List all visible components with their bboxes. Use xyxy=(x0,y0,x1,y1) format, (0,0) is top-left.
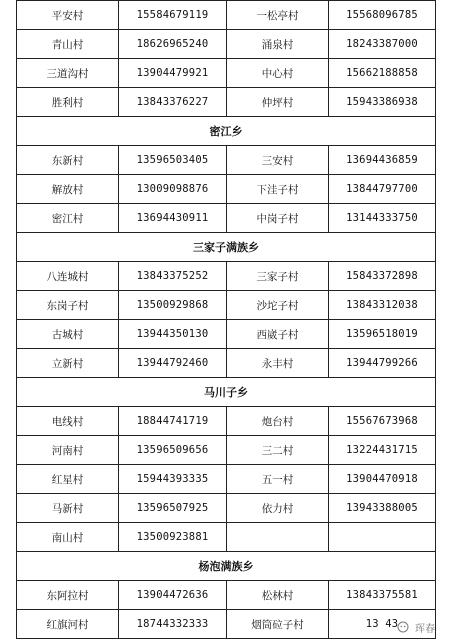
village-name: 红星村 xyxy=(17,465,119,494)
table-row xyxy=(17,581,436,610)
phone-number: 13904472636 xyxy=(119,581,227,610)
section-title: 马川子乡 xyxy=(17,378,436,407)
village-name: 炮台村 xyxy=(227,407,329,436)
village-name: 胜利村 xyxy=(17,88,119,117)
village-name: 仲坪村 xyxy=(227,88,329,117)
village-name: 松林村 xyxy=(227,581,329,610)
village-name: 依力村 xyxy=(227,494,329,523)
table-row xyxy=(17,88,436,117)
phone-number: 18844741719 xyxy=(119,407,227,436)
table-row xyxy=(17,59,436,88)
phone-number: 15943386938 xyxy=(329,88,436,117)
contact-table-body xyxy=(17,1,436,639)
phone-number: 13944792460 xyxy=(119,349,227,378)
phone-number: 13694430911 xyxy=(119,204,227,233)
table-row xyxy=(17,407,436,436)
table-row xyxy=(17,465,436,494)
table-row xyxy=(17,494,436,523)
phone-number: 13596509656 xyxy=(119,436,227,465)
phone-number: 13500929868 xyxy=(119,291,227,320)
table-row xyxy=(17,436,436,465)
table-row xyxy=(17,175,436,204)
phone-number: 15568096785 xyxy=(329,1,436,30)
section-header-row xyxy=(17,378,436,407)
village-name: 密江村 xyxy=(17,204,119,233)
table-row xyxy=(17,30,436,59)
table-row xyxy=(17,146,436,175)
phone-number: 15843372898 xyxy=(329,262,436,291)
village-name: 三安村 xyxy=(227,146,329,175)
table-row xyxy=(17,1,436,30)
phone-number xyxy=(329,523,436,552)
phone-number: 15662188858 xyxy=(329,59,436,88)
phone-number: 13843376227 xyxy=(119,88,227,117)
table-row xyxy=(17,610,436,639)
phone-number: 18626965240 xyxy=(119,30,227,59)
contact-table xyxy=(16,0,436,639)
section-header-row xyxy=(17,552,436,581)
section-header-row xyxy=(17,117,436,146)
phone-number: 15567673968 xyxy=(329,407,436,436)
phone-number: 13500923881 xyxy=(119,523,227,552)
phone-number: 13009098876 xyxy=(119,175,227,204)
village-name: 五一村 xyxy=(227,465,329,494)
section-title: 密江乡 xyxy=(17,117,436,146)
phone-number: 13904470918 xyxy=(329,465,436,494)
village-name xyxy=(227,523,329,552)
table-row xyxy=(17,523,436,552)
section-title: 杨泡满族乡 xyxy=(17,552,436,581)
phone-number: 13694436859 xyxy=(329,146,436,175)
phone-number: 13904479921 xyxy=(119,59,227,88)
table-row xyxy=(17,320,436,349)
phone-number: 13843312038 xyxy=(329,291,436,320)
section-header-row xyxy=(17,233,436,262)
phone-number: 15584679119 xyxy=(119,1,227,30)
wechat-icon xyxy=(397,621,411,635)
phone-number: 13944350130 xyxy=(119,320,227,349)
village-name: 电线村 xyxy=(17,407,119,436)
section-title: 三家子满族乡 xyxy=(17,233,436,262)
village-name: 八连城村 xyxy=(17,262,119,291)
village-name: 永丰村 xyxy=(227,349,329,378)
village-name: 平安村 xyxy=(17,1,119,30)
village-name: 河南村 xyxy=(17,436,119,465)
village-name: 东阿拉村 xyxy=(17,581,119,610)
table-row xyxy=(17,204,436,233)
phone-number: 13 43 xyxy=(329,610,436,639)
phone-number: 13943388005 xyxy=(329,494,436,523)
village-name: 古城村 xyxy=(17,320,119,349)
table-row xyxy=(17,262,436,291)
village-name: 西崴子村 xyxy=(227,320,329,349)
village-name: 东岗子村 xyxy=(17,291,119,320)
phone-number: 13596518019 xyxy=(329,320,436,349)
village-name: 解放村 xyxy=(17,175,119,204)
phone-number: 13843375581 xyxy=(329,581,436,610)
village-name: 南山村 xyxy=(17,523,119,552)
phone-number: 13596503405 xyxy=(119,146,227,175)
watermark xyxy=(397,620,435,635)
village-name: 东新村 xyxy=(17,146,119,175)
village-name: 红旗河村 xyxy=(17,610,119,639)
phone-number: 15944393335 xyxy=(119,465,227,494)
village-name: 青山村 xyxy=(17,30,119,59)
phone-number: 18744332333 xyxy=(119,610,227,639)
phone-number: 18243387000 xyxy=(329,30,436,59)
village-name: 涌泉村 xyxy=(227,30,329,59)
phone-number: 13944799266 xyxy=(329,349,436,378)
village-name: 沙坨子村 xyxy=(227,291,329,320)
table-row xyxy=(17,349,436,378)
table-row xyxy=(17,291,436,320)
village-name: 下洼子村 xyxy=(227,175,329,204)
phone-number: 13596507925 xyxy=(119,494,227,523)
village-name: 一松亭村 xyxy=(227,1,329,30)
village-name: 马新村 xyxy=(17,494,119,523)
village-name: 立新村 xyxy=(17,349,119,378)
village-name: 三家子村 xyxy=(227,262,329,291)
watermark-text: 珲春 xyxy=(415,624,435,635)
phone-number: 13843375252 xyxy=(119,262,227,291)
village-name: 三二村 xyxy=(227,436,329,465)
village-name: 三道沟村 xyxy=(17,59,119,88)
village-name: 中心村 xyxy=(227,59,329,88)
village-name: 烟筒砬子村 xyxy=(227,610,329,639)
phone-number: 13144333750 xyxy=(329,204,436,233)
village-name: 中岗子村 xyxy=(227,204,329,233)
phone-number: 13224431715 xyxy=(329,436,436,465)
phone-number: 13844797700 xyxy=(329,175,436,204)
